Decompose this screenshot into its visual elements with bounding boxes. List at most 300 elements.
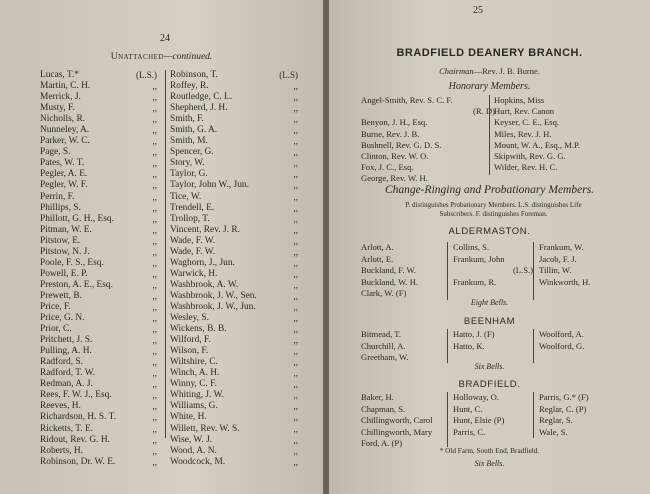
list-item [170, 324, 300, 335]
list-item [40, 258, 165, 269]
list-item: Jacob, F. J. [539, 253, 577, 264]
member-name: Routledge, C. L. [170, 92, 233, 103]
list-item [40, 280, 165, 291]
member-name: Reeves, H. [40, 401, 81, 412]
honorary-column-left [361, 95, 501, 185]
member-name: Williams, G. [170, 401, 218, 412]
member-name: Wiltshire, C. [170, 357, 218, 368]
bradfield-col-3 [539, 392, 631, 438]
list-item [40, 180, 165, 191]
member-name: Pegler, A. E. [40, 169, 88, 180]
member-name: Story, W. [170, 158, 205, 169]
list-item [40, 424, 165, 435]
list-item [40, 158, 165, 169]
member-mark: ,, [293, 213, 298, 224]
list-item [170, 302, 300, 313]
member-name: Smith, M. [170, 136, 208, 147]
member-name: Page, S. [40, 147, 71, 158]
member-name: Perrin, F. [40, 191, 75, 202]
member-mark: ,, [152, 379, 157, 390]
list-item [170, 335, 300, 346]
list-item [170, 390, 300, 401]
list-item: Keyser, C. E., Esq. [494, 117, 560, 128]
list-item [170, 125, 300, 136]
page-number: 25 [473, 5, 483, 16]
bradfield-table [361, 392, 631, 450]
list-item [40, 368, 165, 379]
change-ringing-heading: Change-Ringing and Probationary Members. [384, 184, 595, 196]
member-name: Pitstow, N. J. [40, 246, 90, 257]
member-mark: ,, [293, 346, 298, 357]
list-item: Hopkins, Miss [494, 95, 545, 105]
member-mark: ,, [293, 158, 298, 169]
member-mark: ,, [293, 335, 298, 346]
member-name: Preston, A. E., Esq. [40, 279, 113, 290]
member-name: White, H. [170, 412, 207, 423]
member-mark: ,, [152, 279, 157, 290]
list-item: Clark, W. (F) [361, 288, 407, 298]
member-mark: ,, [293, 357, 298, 368]
member-mark: ,, [293, 235, 298, 246]
column-divider [165, 70, 166, 438]
list-item: Burne, Rev. J. B. [361, 128, 420, 139]
member-mark: ,, [152, 313, 157, 324]
list-item [40, 136, 165, 147]
beenham-table [361, 329, 631, 363]
list-item [40, 81, 165, 92]
member-name: Nunneley, A. [40, 125, 90, 136]
list-item: Collins, S. [453, 242, 490, 252]
list-item: Buckland, F. W. [361, 265, 416, 275]
member-mark: ,, [293, 301, 298, 312]
list-item [170, 379, 300, 390]
member-mark: ,, [152, 445, 157, 456]
member-name: Martin, C. H. [40, 81, 91, 92]
member-name: Pegler, W. F. [40, 180, 88, 191]
list-item [40, 169, 165, 180]
member-mark: ,, [293, 390, 298, 401]
member-mark: ,, [293, 379, 298, 390]
list-item: Woolford, G. [539, 340, 585, 351]
list-item [170, 147, 300, 158]
list-item [40, 147, 165, 158]
member-mark: ,, [293, 191, 298, 202]
list-item: Buckland, W. H. [361, 276, 419, 287]
member-name: Phillott, G. H., Esq. [40, 213, 114, 224]
section-header [0, 52, 323, 62]
list-item [170, 136, 300, 147]
list-item: Frankum, John [453, 253, 505, 264]
list-item: Chapman, S. [361, 403, 406, 414]
member-mark: ,, [152, 257, 157, 268]
member-mark: ,, [293, 125, 298, 136]
member-mark: ,, [293, 412, 298, 423]
list-item: Angel-Smith, Rev. S. C. F. [361, 95, 453, 105]
member-mark: ,, [152, 268, 157, 279]
right-page [329, 0, 650, 494]
list-item [170, 214, 300, 225]
column-divider [533, 242, 534, 300]
aldermaston-title: ALDERMASTON. [448, 226, 531, 237]
member-name: Shepherd, J. H. [170, 103, 228, 114]
list-item [40, 125, 165, 136]
page-number: 24 [160, 33, 170, 44]
list-item [40, 435, 165, 446]
list-item [40, 70, 165, 81]
member-name: Ridout, Rev. G. H. [40, 434, 110, 445]
member-name: Winch, A. H. [170, 368, 220, 379]
list-item: Reglar, S. [539, 415, 573, 425]
list-item [40, 313, 165, 324]
list-item [170, 424, 300, 435]
chairman-label: Chairman [439, 66, 474, 76]
list-item [170, 435, 300, 446]
member-mark: ,, [152, 224, 157, 235]
member-name: Robinson, Dr. W. E. [40, 456, 116, 467]
member-name: Washbrook, J. W., Sen. [170, 290, 257, 301]
list-item [170, 114, 300, 125]
honorary-column-right [494, 95, 644, 173]
member-mark: ,, [293, 81, 298, 92]
list-item [170, 368, 300, 379]
member-name: Wickens, B. B. [170, 324, 227, 335]
beenham-col-1 [361, 329, 447, 364]
list-item: Reglar, C. (P) [539, 403, 587, 414]
member-name: Trollop, T. [170, 213, 210, 224]
list-item [40, 302, 165, 313]
member-name: Price, F. [40, 301, 71, 312]
member-mark: ,, [152, 346, 157, 357]
list-item: Chillingworth, Mary [361, 426, 433, 437]
member-mark: ,, [293, 290, 298, 301]
list-item [170, 280, 300, 291]
list-item [40, 225, 165, 236]
member-name: Washbrook, J. W., Jun. [170, 301, 256, 312]
list-item: Baker, H. [361, 392, 394, 402]
member-name: Prior, C. [40, 324, 72, 335]
list-item [170, 313, 300, 324]
list-item: Woolford, A. [539, 329, 584, 339]
list-item: Hatto, K. [453, 340, 485, 351]
list-item [40, 390, 165, 401]
list-item [40, 236, 165, 247]
list-item: Hunt, C. [453, 403, 483, 414]
member-mark: ,, [152, 92, 157, 103]
member-name: Radford, S. [40, 357, 83, 368]
list-item [40, 379, 165, 390]
member-name: Vincent, Rev. J. R. [170, 224, 240, 235]
list-item [40, 346, 165, 357]
list-item: Frankum, R. [453, 276, 497, 287]
member-mark: ,, [152, 158, 157, 169]
beenham-col-3 [539, 329, 631, 352]
list-item: Greetham, W. [361, 352, 409, 362]
member-mark: ,, [152, 191, 157, 202]
member-name: Winny, C. F. [170, 379, 217, 390]
list-item [170, 346, 300, 357]
member-name: Pulling, A. H. [40, 346, 92, 357]
beenham-title: BEENHAM [463, 316, 516, 327]
member-mark: ,, [293, 268, 298, 279]
member-name: Phillips, S. [40, 202, 81, 213]
member-mark: ,, [152, 235, 157, 246]
list-item [170, 92, 300, 103]
list-item [40, 92, 165, 103]
member-mark: ,, [152, 412, 157, 423]
member-mark: ,, [152, 202, 157, 213]
bradfield-col-1 [361, 392, 447, 450]
member-mark: ,, [152, 390, 157, 401]
member-name: Wood, A. N. [170, 445, 217, 456]
member-name: Poole, F. S., Esq. [40, 257, 104, 268]
list-item [170, 81, 300, 92]
member-mark: ,, [152, 434, 157, 445]
member-name: Wilson, F. [170, 346, 209, 357]
column-divider [447, 329, 448, 363]
member-mark: ,, [152, 103, 157, 114]
aldermaston-col-2 [453, 242, 533, 288]
member-mark: ,, [293, 401, 298, 412]
chairman-line [329, 66, 650, 76]
member-mark: ,, [293, 324, 298, 335]
member-name: Ricketts, T. E. [40, 423, 94, 434]
list-item [40, 192, 165, 203]
names-column-left [40, 70, 165, 468]
list-item [170, 169, 300, 180]
beenham-bells: Six Bells. [474, 362, 505, 371]
member-mark: ,, [152, 335, 157, 346]
member-mark: (L.S) [279, 70, 298, 80]
member-name: Pates, W. T. [40, 158, 85, 169]
member-name: Radford, T. W. [40, 368, 96, 379]
list-item [170, 192, 300, 203]
header-continued: —continued. [164, 52, 213, 62]
member-mark: ,, [152, 423, 157, 434]
member-mark: ,, [152, 324, 157, 335]
member-name: Pitman, W. E. [40, 224, 92, 235]
member-mark: ,, [152, 368, 157, 379]
column-divider [447, 242, 448, 300]
member-name: Wise, W. J. [170, 434, 213, 445]
member-mark: ,, [293, 246, 298, 257]
list-item [40, 324, 165, 335]
member-mark: ,, [152, 81, 157, 92]
member-mark: ,, [293, 368, 298, 379]
member-name: Washbrook, A. W. [170, 279, 239, 290]
member-mark: ,, [152, 136, 157, 147]
list-item: Wilder, Rev. H. C. [494, 162, 558, 173]
member-name: Musty, F. [40, 103, 75, 114]
list-item: Frankum, W. [539, 242, 584, 252]
list-item [170, 357, 300, 368]
member-name: Wesley, S. [170, 313, 209, 324]
member-name: Tice, W. [170, 191, 202, 202]
list-item [40, 269, 165, 280]
member-mark: ,, [293, 202, 298, 213]
member-mark: ,, [293, 423, 298, 434]
member-name: Spencer, G. [170, 147, 214, 158]
member-mark: ,, [152, 456, 157, 467]
member-mark: ,, [293, 456, 298, 467]
member-mark: ,, [152, 147, 157, 158]
list-item [170, 158, 300, 169]
member-name: Lucas, T.* [40, 70, 79, 80]
list-item [170, 203, 300, 214]
member-mark: ,, [293, 257, 298, 268]
aldermaston-col-3 [539, 242, 631, 288]
member-name: Prewett, B. [40, 290, 82, 301]
list-item [170, 70, 300, 81]
member-mark: ,, [152, 114, 157, 125]
member-name: Waghorn, J., Jun. [170, 257, 235, 268]
list-item: Hunt, Elsie (P) [453, 415, 505, 425]
left-page [0, 0, 323, 494]
member-name: Warwick, H. [170, 268, 218, 279]
member-mark: ,, [152, 301, 157, 312]
member-mark: ,, [152, 357, 157, 368]
member-name: Richardson, H. S. T. [40, 412, 116, 423]
list-item [40, 357, 165, 368]
member-name: Nicholls, R. [40, 114, 86, 125]
member-mark: ,, [293, 92, 298, 103]
list-item [40, 401, 165, 412]
list-item [170, 269, 300, 280]
member-name: Taylor, G. [170, 169, 208, 180]
member-name: Rees, F. W. J., Esq. [40, 390, 112, 401]
legend-note [353, 201, 634, 219]
honorary-heading: Honorary Members. [448, 81, 531, 92]
member-mark: ,, [293, 114, 298, 125]
list-item [40, 457, 165, 468]
list-item: Tillin, W. [539, 265, 572, 275]
list-item: Churchill, A. [361, 340, 406, 351]
chairman-name: —Rev. J. B. Burne. [473, 66, 540, 76]
list-item: Arlott, E. [361, 253, 394, 264]
beenham-col-2 [453, 329, 533, 352]
member-name: Redman, A. J. [40, 379, 93, 390]
list-item: Holloway, O. [453, 392, 499, 402]
list-item: Wale, S. [539, 426, 568, 437]
list-item: Bitmead, T. [361, 329, 402, 339]
member-name: Parker, W. C. [40, 136, 90, 147]
aldermaston-col-1 [361, 242, 447, 300]
list-item: Chillingworth, Carol [361, 415, 433, 425]
list-item: Miles, Rev. J. H. [494, 128, 552, 139]
member-mark: (L.S.) [136, 70, 157, 80]
list-item [170, 225, 300, 236]
list-item [170, 401, 300, 412]
member-mark: ,, [152, 246, 157, 257]
member-mark: ,, [293, 434, 298, 445]
list-item: Hurt, Rev. Canon [494, 106, 555, 117]
member-mark: ,, [152, 401, 157, 412]
header-main: Unattached [110, 52, 164, 62]
list-item: (R. D) [473, 106, 495, 117]
member-mark: ,, [293, 224, 298, 235]
member-name: Taylor, John W., Jun. [170, 180, 249, 191]
list-item [170, 457, 300, 468]
branch-title: BRADFIELD DEANERY BRANCH. [396, 47, 583, 59]
member-name: Merrick, J. [40, 92, 81, 103]
list-item [40, 335, 165, 346]
list-item [170, 446, 300, 457]
bradfield-col-2 [453, 392, 533, 438]
list-item [170, 412, 300, 423]
member-name: Smith, F. [170, 114, 204, 125]
list-item: Fox, J. C., Esq. [361, 162, 414, 173]
member-name: Wade, F. W. [170, 246, 216, 257]
list-item: Mount, W. A., Esq., M.P. [494, 139, 580, 150]
list-item [170, 103, 300, 114]
member-mark: ,, [293, 136, 298, 147]
member-mark: ,, [152, 290, 157, 301]
aldermaston-bells: Eight Bells. [470, 298, 509, 307]
list-item: Parris, G.* (F) [539, 392, 589, 402]
list-item [170, 258, 300, 269]
list-item: Benyon, J. H., Esq. [361, 117, 428, 128]
list-item [40, 214, 165, 225]
member-mark: ,, [293, 103, 298, 114]
list-item [170, 180, 300, 191]
list-item [170, 236, 300, 247]
list-item: Clinton, Rev. W. O. [361, 150, 429, 161]
bradfield-bells: Six Bells. [474, 459, 505, 468]
member-name: Trendell, E. [170, 202, 215, 213]
member-mark: ,, [152, 180, 157, 191]
list-item: Ford, A. (P) [361, 438, 403, 448]
column-divider [533, 329, 534, 363]
list-item: Hatto, J. (F) [453, 329, 495, 339]
member-name: Roberts, H. [40, 445, 83, 456]
column-divider [447, 392, 448, 447]
column-divider [533, 392, 534, 438]
member-mark: ,, [293, 445, 298, 456]
member-mark: ,, [152, 213, 157, 224]
legend-line-2: Subscribers. F. distinguishes Foreman. [439, 210, 548, 218]
member-name: Price, G. N. [40, 313, 85, 324]
member-name: Smith, G. A. [170, 125, 218, 136]
member-mark: ,, [293, 180, 298, 191]
list-item: George, Rev. W. H. [361, 173, 428, 184]
member-name: Robinson, T. [170, 70, 218, 80]
list-item [40, 203, 165, 214]
member-mark: ,, [152, 125, 157, 136]
list-item: (L.S.) [512, 265, 533, 275]
list-item [170, 247, 300, 258]
member-name: Wilford, F. [170, 335, 211, 346]
list-item: Skipwith, Rev. G. G. [494, 150, 566, 161]
member-mark: ,, [293, 279, 298, 290]
names-column-right [170, 70, 300, 468]
member-mark: ,, [293, 313, 298, 324]
list-item [40, 446, 165, 457]
member-name: Whiting, J. W. [170, 390, 224, 401]
aldermaston-table [361, 242, 631, 300]
list-item: Winkworth, H. [539, 276, 591, 287]
member-name: Pitstow, E. [40, 235, 81, 246]
list-item [40, 247, 165, 258]
member-name: Pritchett, J. S. [40, 335, 93, 346]
list-item [40, 103, 165, 114]
member-name: Roffey, R. [170, 81, 209, 92]
member-name: Woodcock, M. [170, 456, 226, 467]
member-mark: ,, [293, 147, 298, 158]
member-name: Wade, F. W. [170, 235, 216, 246]
list-item [40, 114, 165, 125]
bradfield-footnote: * Old Farm, South End, Bradfield. [439, 447, 540, 455]
list-item: Arlott, A. [361, 242, 394, 252]
list-item: Bushnell, Rev. G. D. S. [361, 139, 442, 150]
